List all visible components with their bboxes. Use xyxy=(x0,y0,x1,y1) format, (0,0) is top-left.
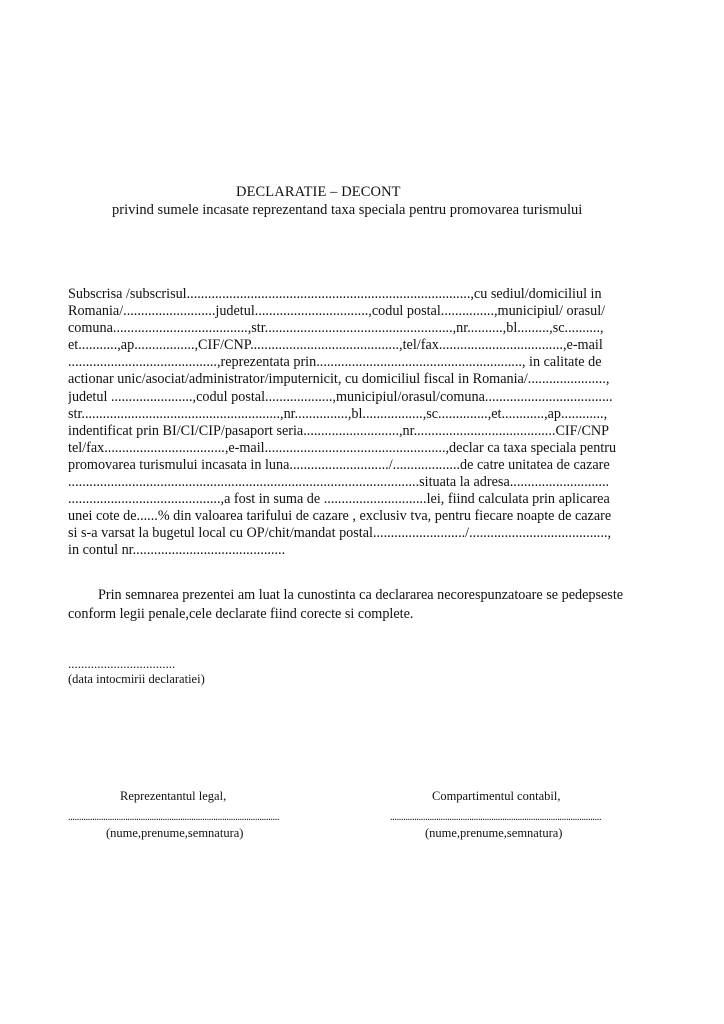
body-line: tel/fax..................................,e-mail...................................................,declar ca taxa speciala pentru xyxy=(68,439,617,456)
statement-line: conform legii penale,cele declarate fiind corecte si complete. xyxy=(68,606,414,622)
body-line: actionar unic/asociat/administrator/imputernicit, cu domiciliul fiscal in Romania/......................, xyxy=(68,371,610,388)
legal-representative-signature-line: ................................................................................................ xyxy=(68,812,280,823)
body-line: comuna......................................,str.....................................................,nr..........,bl.........,sc.........., xyxy=(68,320,604,337)
accounting-signature-label: (nume,prenume,semnatura) xyxy=(425,826,563,840)
body-line: str........................................................,nr...............,bl.................,sc..............,et............,ap............, xyxy=(68,405,608,422)
body-line: unei cote de......% din valoarea tarifului de cazare , exclusiv tva, pentru fiecare noapte de cazare xyxy=(68,508,612,525)
body-line: et...........,ap.................,CIF/CNP..........................................,tel/fax...................................,e-mail xyxy=(68,337,603,354)
body-line: promovarea turismului incasata in luna............................/...................de catre unitatea de cazare xyxy=(68,456,610,473)
body-line: indentificat prin BI/CI/CIP/pasaport seria...........................,nr........................................CIF/CNP xyxy=(68,422,610,439)
body-line: Subscrisa /subscrisul................................................................................,cu sediul/domiciliul in xyxy=(68,286,602,302)
body-line: ...................................................................................................situata la adresa............................ xyxy=(68,474,610,491)
body-line: ...........................................,a fost in suma de .............................lei, fiind calculata prin aplicarea xyxy=(68,491,610,508)
accounting-department-title: Compartimentul contabil, xyxy=(432,789,561,803)
legal-representative-signature-label: (nume,prenume,semnatura) xyxy=(106,826,244,840)
legal-statement xyxy=(68,586,648,624)
accounting-signature-line: ................................................................................................ xyxy=(390,812,602,823)
body-line: si s-a varsat la bugetul local cu OP/chit/mandat postal........................../......................................., xyxy=(68,525,611,542)
body-line: Romania/..........................judetul................................,codul postal...............,municipiul/ orasul/ xyxy=(68,303,606,320)
date-field-label: (data intocmirii declaratiei) xyxy=(68,672,205,686)
body-line: in contul nr........................................... xyxy=(68,542,286,559)
body-line: ..........................................,reprezentata prin.........................................................., in calitate de xyxy=(68,354,602,371)
body-line: judetul .......................,codul postal...................,municipiul/orasul/comuna.................................... xyxy=(68,388,613,405)
document-subtitle: privind sumele incasate reprezentand taxa speciala pentru promovarea turismului xyxy=(112,202,583,218)
date-field-dots: ................................. xyxy=(68,656,176,671)
declaration-body xyxy=(68,286,628,560)
legal-representative-title: Reprezentantul legal, xyxy=(120,789,227,803)
statement-line: Prin semnarea prezentei am luat la cunostinta ca declararea necorespunzatoare se pedepseste xyxy=(98,587,624,603)
document-title: DECLARATIE – DECONT xyxy=(236,184,401,200)
